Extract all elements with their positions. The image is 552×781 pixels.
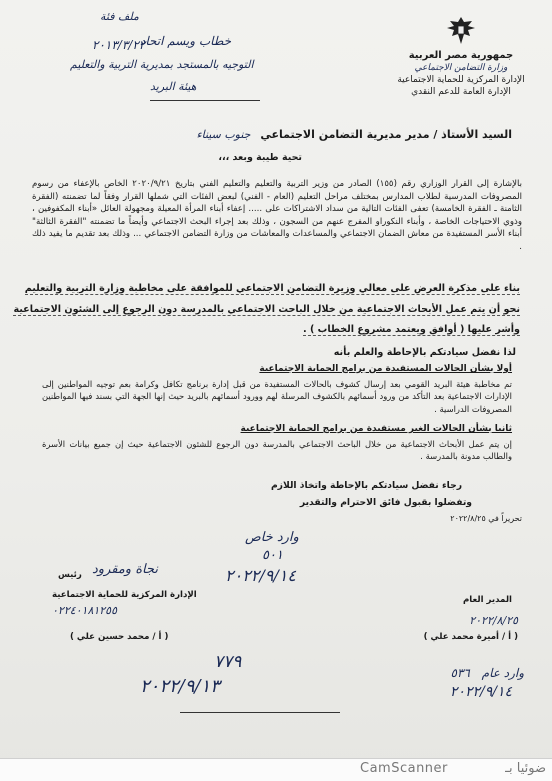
scanner-arabic: ضوئيا بـ bbox=[505, 761, 546, 776]
header-central-admin: الإدارة المركزية للحماية الاجتماعية bbox=[397, 75, 525, 85]
signature-right-date: ٢٠٢٢/٨/٢٥ bbox=[469, 614, 518, 627]
memo-line-3: وأشر عليها ( أوافق ويعتمد مشروع الخطاب ) . bbox=[302, 324, 520, 335]
addressee-title: السيد الأستاذ / مدير مديرية التضامن الاجتماعي bbox=[260, 128, 512, 141]
memo-line-2: نحو أن يتم عمل الأبحاث الاجتماعية من خلال الباحث الاجتماعي بالمدرسة دون الرجوع إلى الشئون الاجتماعية bbox=[13, 304, 520, 315]
section2-title: ثانيا بشأن الحالات الغير مستفيدة من برامج الحماية الاجتماعية bbox=[240, 424, 512, 434]
handwritten-wared-label bbox=[451, 666, 525, 680]
signature-right-name: ( أ / أميرة محمد علي ) bbox=[423, 632, 518, 642]
letterhead bbox=[386, 14, 536, 98]
closing-line-1: رجاء نفضل سيادتكم بالإحاطة واتخاذ اللازم bbox=[270, 480, 462, 491]
handwritten-note-line4: هيئة البريد bbox=[150, 80, 197, 93]
closing-line-2: وتفضلوا بقبول فائق الاحترام والتقدير bbox=[299, 497, 472, 508]
addressee-salutation bbox=[196, 128, 512, 141]
header-general-admin: الإدارة العامة للدعم النقدي bbox=[411, 87, 511, 97]
handwritten-year: ٢٠١٣/٣/٢٢ bbox=[92, 38, 146, 52]
handwritten-bottom-date: ٢٠٢٢/٩/١٣ bbox=[140, 676, 220, 697]
signature-left-phone: ٠٢٢٤٠١٨١٢٥٥ bbox=[52, 604, 117, 617]
section1-title: أولا بشأن الحالات المستفيدة من برامج الحماية الاجتماعية bbox=[259, 364, 512, 374]
handwritten-wared-number: ٥٣٦ bbox=[450, 666, 470, 680]
signature-right-title: المدير العام bbox=[462, 595, 512, 605]
signature-left-name: ( أ / محمد حسين علي ) bbox=[70, 632, 169, 642]
scanner-brand: CamScanner bbox=[360, 761, 448, 776]
signature-left-dept: الإدارة المركزية للحماية الاجتماعية bbox=[52, 590, 197, 600]
signature-left-title bbox=[58, 570, 82, 580]
greeting: تحية طيبة وبعد ،،، bbox=[218, 152, 302, 163]
handwritten-incoming-date: ٢٠٢٢/٩/١٤ bbox=[225, 566, 296, 585]
header-ministry: وزارة التضامن الاجتماعي bbox=[414, 63, 508, 73]
memo-line-1: بناء على مذكرة العرض على معالي وزيرة التضامن الاجتماعي للموافقة على مخاطبة وزارة التربية والتعليم bbox=[24, 283, 520, 294]
section1-body: تم مخاطبة هيئة البريد القومي بعد إرسال كشوف بالحالات المستفيدة من قبل إدارة برنامج تكافل وكرامة بعم توجيه المواطنين إلى الإدارات الاجتماعية بعد التأكد من ورود أسمائهم بالكشوف المرسلة لهم وورود أسمائهم بالبريد حيث إنها الجهة التي بسند فيها المواطنين المصروفات الدراسية . bbox=[42, 379, 512, 414]
date-stamp: تحريراً في ٢٠٢٢/٨/٢٥ bbox=[450, 514, 522, 523]
handwritten-underline bbox=[150, 100, 260, 101]
egypt-eagle-emblem bbox=[444, 14, 478, 48]
header-republic: جمهورية مصر العربية bbox=[408, 50, 514, 61]
handwritten-note-line1: ملف فئة bbox=[100, 10, 139, 23]
handwritten-wared-date: ٢٠٢٢/٩/١٤ bbox=[449, 684, 512, 700]
handwritten-bottom-underline bbox=[180, 712, 340, 713]
handwritten-bottom-number: ٧٧٩ bbox=[214, 652, 242, 672]
handwritten-incoming-number: ٥٠١ bbox=[262, 548, 283, 563]
paragraph-reference-text: بالإشارة إلى القرار الوزاري رقم (١٥٥) الصادر من وزير التربية والتعليم والتعليم الفني بتاريخ ٢٠٢٠/٩/٢١ الخاص بالإعفاء من رسوم المصروفات المدرسية لطلاب المدارس بمختلف مراحل التعليم (العام - الفني) لبعض الفئات التي شملها القرار وفقاً لما تضمنته (الفقرة الثامنة ـ الفقرة الخامسة) تعفى الفئات التالية من سداد الاشتراكات على ..... إعفاء أبناء المرأة المعيلة ومجهولة العائل «أبناء المكفوفين ، وذوي الاحتياجات الخاصة ، وأبناء النكوراو المفرج عنهم من السجون ، وذلك بعد إجراء البحث الاجتماعي وأيضاً ما تضمنته "الفقرة الثالثة" أبناء الأسر المستفيدة من معاش الضمان الاجتماعي والمساعدات والمعاشات من وزارة التضامن الاجتماعي ... وذلك بعد تقديم ما يفيد ذلك . bbox=[32, 179, 522, 252]
handwritten-wared-text: وارد عام bbox=[481, 666, 524, 680]
scanner-watermark-bar bbox=[0, 758, 552, 781]
signature-left-handwritten: نجاة ومقرود bbox=[92, 562, 158, 577]
handwritten-note-line3: التوجيه بالمستجد بمديرية التربية والتعليم bbox=[70, 58, 254, 71]
handwritten-incoming-label: وارد خاص bbox=[245, 530, 299, 545]
signature-left-role: رئيس bbox=[58, 570, 82, 580]
notice-line: لذا نفضل سيادتكم بالإحاطة والعلم بأنه bbox=[333, 347, 516, 358]
handwritten-note-line2: خطاب ويسم اتحاد bbox=[140, 34, 232, 48]
addressee-region: جنوب سيناء bbox=[196, 128, 251, 141]
paragraph-reference bbox=[32, 178, 522, 254]
section2-body: إن يتم عمل الأبحاث الاجتماعية من خلال الباحث الاجتماعي بالمدرسة دون الرجوع للشئون الاجتماعية حيث إن جميع بيانات الأسرة والطالب مدونة بالمدرسة . bbox=[42, 439, 512, 462]
